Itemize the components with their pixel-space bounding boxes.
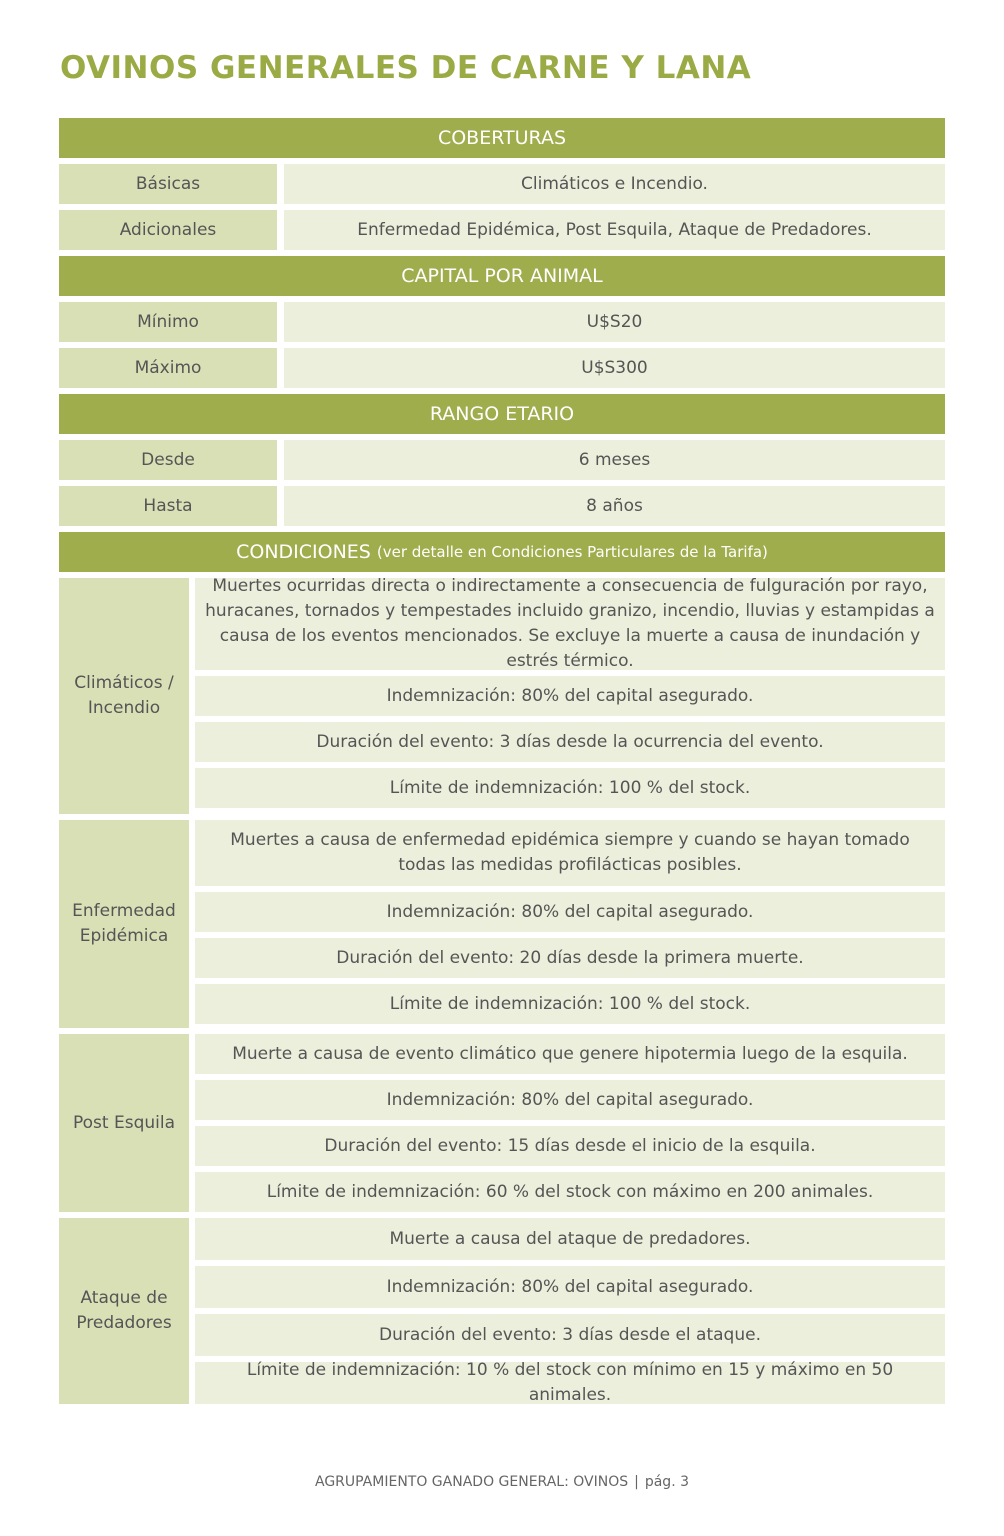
row-label: Máximo bbox=[59, 348, 277, 388]
group-label: Climáticos / Incendio bbox=[59, 578, 189, 814]
group-label: Enfermedad Epidémica bbox=[59, 820, 189, 1028]
group-label: Ataque de Predadores bbox=[59, 1218, 189, 1404]
row-label: Hasta bbox=[59, 486, 277, 526]
condition-group-enfermedad bbox=[59, 820, 945, 1028]
row-label: Mínimo bbox=[59, 302, 277, 342]
condition-cell: Duración del evento: 3 días desde la ocurrencia del evento. bbox=[195, 722, 945, 762]
condition-cell: Duración del evento: 3 días desde el ataque. bbox=[195, 1314, 945, 1356]
table-row bbox=[59, 210, 945, 250]
row-value: U$S300 bbox=[284, 348, 945, 388]
row-value: 8 años bbox=[284, 486, 945, 526]
row-label: Adicionales bbox=[59, 210, 277, 250]
condition-group-post-esquila bbox=[59, 1034, 945, 1212]
section-header-rango: RANGO ETARIO bbox=[59, 394, 945, 434]
condiciones-title: CONDICIONES bbox=[236, 541, 371, 563]
page-footer bbox=[0, 1474, 1004, 1490]
section-header-coberturas: COBERTURAS bbox=[59, 118, 945, 158]
row-label: Desde bbox=[59, 440, 277, 480]
condition-cell: Límite de indemnización: 100 % del stock. bbox=[195, 768, 945, 808]
condition-cell: Muerte a causa del ataque de predadores. bbox=[195, 1218, 945, 1260]
table-row bbox=[59, 440, 945, 480]
condition-cell: Límite de indemnización: 60 % del stock con máximo en 200 animales. bbox=[195, 1172, 945, 1212]
condition-cell: Límite de indemnización: 10 % del stock con mínimo en 15 y máximo en 50 animales. bbox=[195, 1362, 945, 1404]
table-row bbox=[59, 164, 945, 204]
condition-cell: Duración del evento: 15 días desde el inicio de la esquila. bbox=[195, 1126, 945, 1166]
section-header-capital: CAPITAL POR ANIMAL bbox=[59, 256, 945, 296]
condition-cell: Muerte a causa de evento climático que genere hipotermia luego de la esquila. bbox=[195, 1034, 945, 1074]
condition-cell: Indemnización: 80% del capital asegurado. bbox=[195, 892, 945, 932]
table-row bbox=[59, 348, 945, 388]
condition-cell: Muertes ocurridas directa o indirectamente a consecuencia de fulguración por rayo, huracanes, tornados y tempestades incluido granizo, incendio, lluvias y estampidas a causa de los eventos mencionados. Se excluye la muerte a causa de inundación y estrés térmico. bbox=[195, 578, 945, 670]
condition-cell: Indemnización: 80% del capital asegurado. bbox=[195, 676, 945, 716]
table-row bbox=[59, 302, 945, 342]
table-row bbox=[59, 486, 945, 526]
condition-cell: Duración del evento: 20 días desde la primera muerte. bbox=[195, 938, 945, 978]
condiciones-note: (ver detalle en Condiciones Particulares de la Tarifa) bbox=[376, 543, 768, 561]
section-header-condiciones bbox=[59, 532, 945, 572]
condition-cell: Límite de indemnización: 100 % del stock. bbox=[195, 984, 945, 1024]
page-number: pág. 3 bbox=[644, 1474, 690, 1490]
condition-cell: Indemnización: 80% del capital asegurado. bbox=[195, 1080, 945, 1120]
condition-group-predadores bbox=[59, 1218, 945, 1404]
page-title: OVINOS GENERALES DE CARNE Y LANA bbox=[60, 50, 752, 86]
footer-text: AGRUPAMIENTO GANADO GENERAL: OVINOS bbox=[314, 1474, 629, 1490]
row-value: 6 meses bbox=[284, 440, 945, 480]
condition-cell: Muertes a causa de enfermedad epidémica siempre y cuando se hayan tomado todas las medidas profilácticas posibles. bbox=[195, 820, 945, 886]
group-label: Post Esquila bbox=[59, 1034, 189, 1212]
row-value: Enfermedad Epidémica, Post Esquila, Ataque de Predadores. bbox=[284, 210, 945, 250]
row-value: U$S20 bbox=[284, 302, 945, 342]
row-value: Climáticos e Incendio. bbox=[284, 164, 945, 204]
coverage-table bbox=[59, 118, 945, 1410]
condition-group-climaticos bbox=[59, 578, 945, 814]
footer-separator: | bbox=[634, 1474, 639, 1490]
row-label: Básicas bbox=[59, 164, 277, 204]
condition-cell: Indemnización: 80% del capital asegurado. bbox=[195, 1266, 945, 1308]
